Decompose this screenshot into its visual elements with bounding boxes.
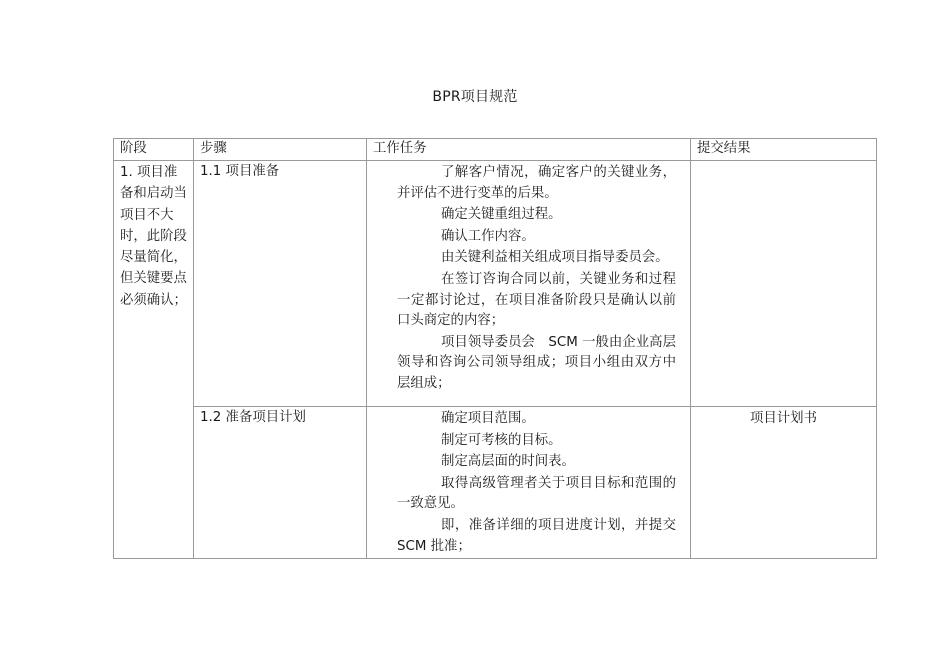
phase-label: 1. 项目准备和启动当项目不大时，此阶段尽量简化，但关键要点必须确认； [120, 165, 187, 308]
header-task: 工作任务 [367, 139, 691, 161]
task-item: 取得高级管理者关于项目目标和范围的一致意见。 [397, 475, 676, 512]
step-label: 1.1 项目准备 [200, 164, 280, 179]
task-item: 了解客户情况，确定客户的关键业务，并评估不进行变革的后果。 [397, 165, 676, 201]
task-item: 即，准备详细的项目进度计划，并提交 SCM 批准； [397, 517, 676, 554]
result-cell [691, 407, 877, 559]
task-item: 在签订咨询合同以前，关键业务和过程一定都讨论过，在项目准备阶段只是确认以前口头商定的内容； [397, 271, 676, 329]
document-title: BPR项目规范 [432, 89, 518, 105]
phase-cell [114, 161, 194, 559]
task-item: 确认工作内容。 [441, 228, 535, 244]
table-header-row [114, 139, 877, 161]
header-result: 提交结果 [691, 139, 877, 161]
task-item: 确定项目范围。 [441, 411, 535, 426]
result-label [691, 161, 876, 163]
task-item: 制定可考核的目标。 [441, 432, 562, 448]
task-item: 确定关键重组过程。 [441, 207, 562, 223]
table-row [114, 161, 877, 407]
header-phase: 阶段 [114, 139, 194, 161]
table-row [114, 407, 877, 559]
result-cell [691, 161, 877, 407]
step-label: 1.2 准备项目计划 [200, 410, 306, 425]
step-cell [194, 407, 367, 559]
task-cell [367, 161, 691, 407]
step-cell [194, 161, 367, 407]
task-cell [367, 407, 691, 559]
bpr-spec-table [113, 138, 877, 559]
task-item: 项目领导委员会 SCM 一般由企业高层领导和咨询公司领导组成；项目小组由双方中层组成； [397, 334, 676, 391]
result-label: 项目计划书 [750, 411, 817, 426]
task-item: 制定高层面的时间表。 [441, 454, 575, 470]
task-item: 由关键利益相关组成项目指导委员会。 [441, 250, 669, 266]
header-step: 步骤 [194, 139, 367, 161]
